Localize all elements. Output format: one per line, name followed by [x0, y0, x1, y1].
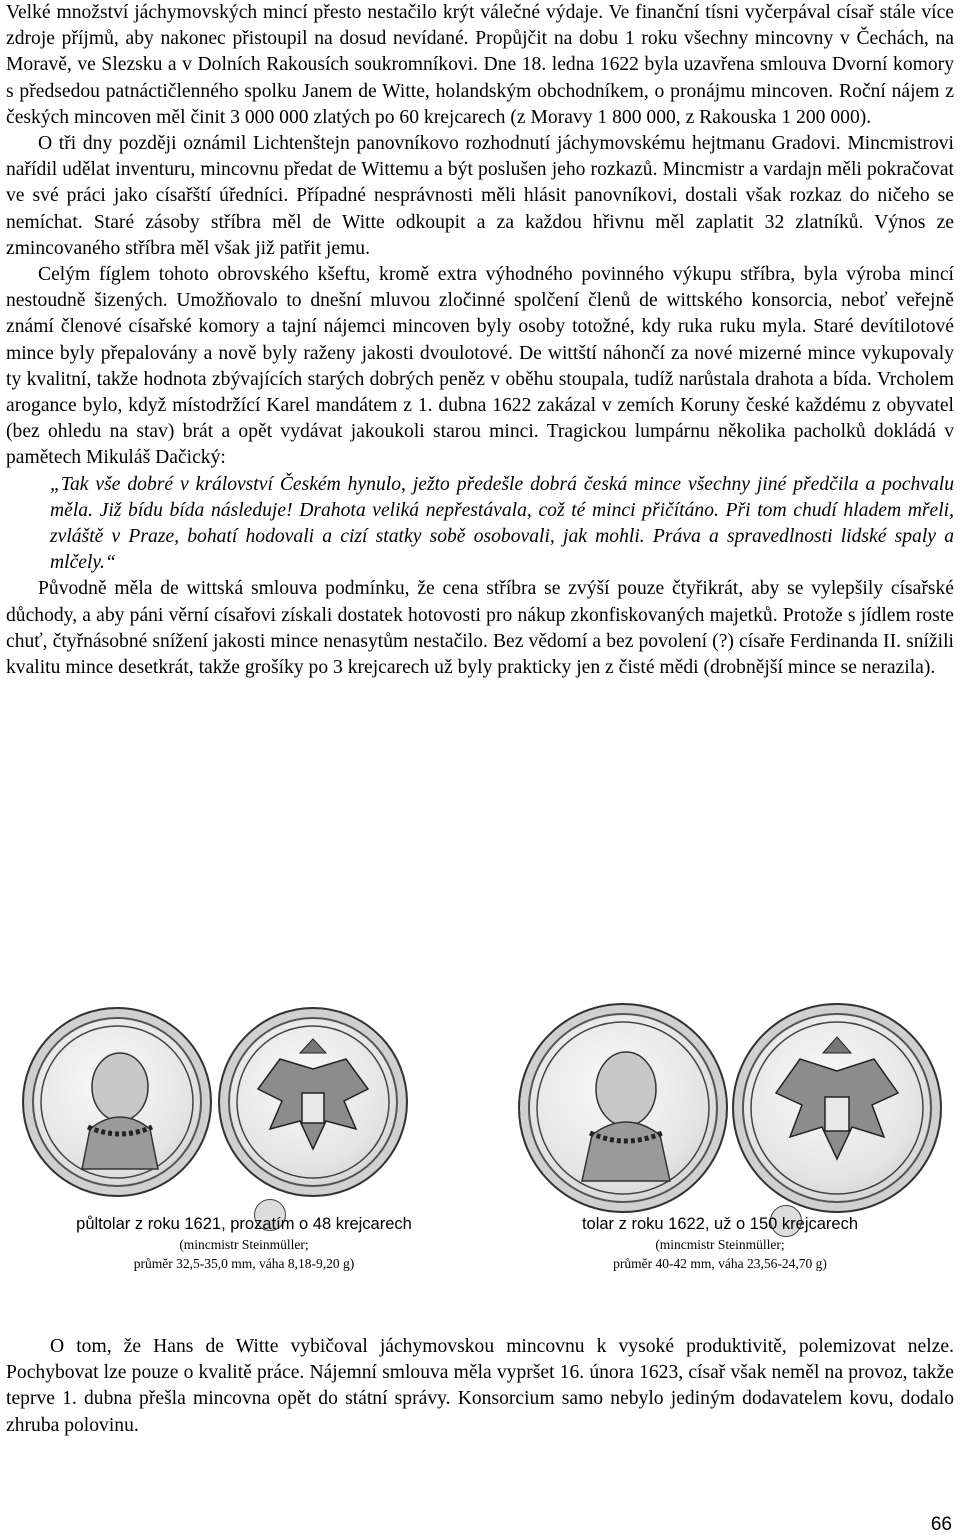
- quote-dacicky: „Tak vše dobré v království Českém hynulo, ježto předešle dobrá česká mince všechny jiné předčila a pochvalu měla. Již bídu bída následuje! Drahota veliká nepřestávala, což té minci přičítáno. Při tom chudí hladem mřeli, zvláště v Praze, bohatí hodovali a cizí statky sobě osobovali, jak mohli. Práva a spravedlnosti lidské spaly a mlčely.“: [50, 473, 954, 574]
- caption-left-title: půltolar z roku 1621, prozatím o 48 krejcarech: [76, 1215, 412, 1233]
- caption-right-line2: průměr 40-42 mm, váha 23,56-24,70 g): [613, 1256, 827, 1271]
- coin-portrait-icon: [22, 1007, 212, 1197]
- caption-right: [500, 1213, 940, 1273]
- caption-left-line2: průměr 32,5-35,0 mm, váha 8,18-9,20 g): [133, 1256, 355, 1271]
- caption-left-line1: (mincmistr Steinmüller;: [179, 1237, 309, 1252]
- coin-eagle-icon: [732, 1003, 942, 1213]
- bottom-text: [6, 1334, 954, 1439]
- coin-portrait-icon: [518, 1003, 728, 1213]
- paragraph-4: Původně měla de wittská smlouva podmínku, že cena stříbra se zvýší pouze čtyřikrát, aby se vylepšily císařské důchody, a aby páni věrní císařovi získali dostatek hotovosti pro nákup zkonfiskovaných majetků. Protože s jídlem roste chuť, čtyřnásobné snížení jakosti mince nenasytům nestačilo. Bez vědomí a bez povolení (?) císaře Ferdinanda II. snížili kvalitu mince desetkrát, takže grošíky po 3 krejcarech už byly prakticky jen z čisté mědi (drobnější mince se nerazila).: [6, 578, 954, 679]
- main-text: [6, 0, 954, 681]
- paragraph-1: Velké množství jáchymovských mincí přesto nestačilo krýt válečné výdaje. Ve finanční tísni vyčerpával císař stále více zdroje příjmů, aby nakonec přistoupil na dosud nevídané. Propůjčit na dobu 1 roku všechny mincovny v Čechách, na Moravě, ve Slezsku a v Dolních Rakousích soukromníkovi. Dne 18. ledna 1622 byla uzavřena smlouva Dvorní komory s předsedou patnáctičlenného spolku Janem de Witte, holandským obchodníkem, o pronájmu mincoven. Roční nájem z českých mincoven měl činit 3 000 000 zlatých po 60 krejcarech (z Moravy 1 800 000, z Rakouska 1 200 000).: [6, 2, 954, 128]
- caption-right-line1: (mincmistr Steinmüller;: [655, 1237, 785, 1252]
- paragraph-3: Celým fíglem tohoto obrovského kšeftu, kromě extra výhodného povinného výkupu stříbra, byla výroba mincí nestoudně šizených. Umožňovalo to dnešní mluvou zločinné spolčení členů de wittského konsorcia, neboť veřejně známí členové císařské komory a tajní nájemci mincoven byly osoby totožné, kdy ruka ruku myla. Staré devítilotové mince byly přepalovány a nově byly raženy jakosti dvoulotové. De wittští náhončí za nové mizerné mince vykupovaly ty kvalitní, takže hodnota zbývajících starých dobrých peněz v oběhu stoupala, tudíž narůstala drahota a bída. Vrcholem arogance bylo, když místodržící Karel mandátem z 1. dubna 1622 zakázal v zemích Koruny české každému z obyvatel (bez ohledu na stav) brát a opět vydávat jakoukoli starou minci. Tragickou lumpárnu několika pacholků dokládá v pamětech Mikuláš Dačický:: [6, 264, 954, 469]
- page-number: 66: [930, 1514, 952, 1535]
- caption-right-title: tolar z roku 1622, už o 150 krejcarech: [581, 1215, 859, 1233]
- coin-eagle-icon: [218, 1007, 408, 1197]
- paragraph-2: O tři dny později oznámil Lichtenštejn panovníkovo rozhodnutí jáchymovskému hejtmanu Gradovi. Mincmistrovi nařídil udělat inventuru, mincovnu předat de Wittemu a být poslušen jeho rozkazů. Mincmistr a vardajn měli pokračovat ve své práci jako císařští úředníci. Případné nesprávnosti měli hlásit panovníkovi, dostali však rozkaz do ničeho se nemíchat. Staré zásoby stříbra měl de Witte odkoupit a za každou hřivnu měl zaplatit 32 zlatníků. Výnos ze zmincovaného stříbra měl však již patřit jemu.: [6, 133, 954, 259]
- caption-left: [24, 1213, 464, 1273]
- paragraph-bottom: O tom, že Hans de Witte vybičoval jáchymovskou mincovnu k vysoké produktivitě, polemizovat nelze. Pochybovat lze pouze o kvalitě práce. Nájemní smlouva měla vypršet 16. února 1623, císař však neměl na provoz, takže teprve 1. dubna přešla mincovna opět do státní správy. Konsorcium samo nebylo jediným dodavatelem kovu, dodalo zhruba polovinu.: [6, 1336, 954, 1436]
